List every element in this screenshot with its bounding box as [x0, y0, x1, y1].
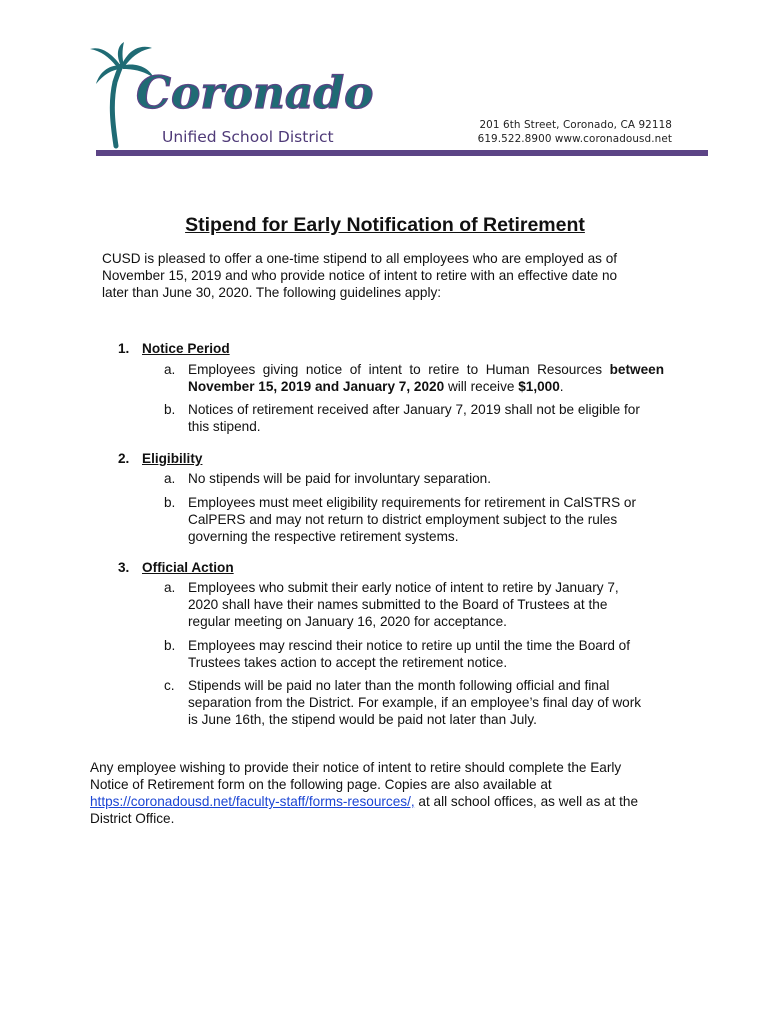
section-number: 3.	[118, 560, 130, 575]
item-bold-text: between	[609, 362, 664, 377]
address-street: 201 6th Street, Coronado, CA 92118	[479, 119, 672, 131]
section-number: 2.	[118, 451, 130, 466]
closing-paragraph	[90, 759, 650, 827]
section-eligibility	[118, 450, 202, 467]
header-divider	[96, 150, 708, 156]
item-text: regular meeting on January 16, 2020 for acceptance.	[188, 614, 507, 629]
item-text: will receive	[444, 379, 519, 394]
logo-subtitle: Unified School District	[162, 128, 334, 146]
closing-text: at all school offices, as well as at the	[414, 794, 639, 809]
item-text: 2020 shall have their names submitted to the Board of Trustees at the	[188, 597, 608, 612]
item-bold-text: November 15, 2019 and January 7, 2020	[188, 379, 445, 394]
address-contact: 619.522.8900 www.coronadousd.net	[477, 133, 672, 145]
section-number: 1.	[118, 341, 130, 356]
closing-line: Any employee wishing to provide their notice of intent to retire should complete the Early	[90, 760, 622, 775]
closing-line: Notice of Retirement form on the following page. Copies are also available at	[90, 777, 552, 792]
item-text: Employees may rescind their notice to retire up until the time the Board of	[188, 638, 631, 653]
letterhead	[0, 0, 770, 160]
item-letter: b.	[164, 638, 176, 653]
closing-line: District Office.	[90, 811, 175, 826]
logo-wordmark: Coronado	[136, 68, 374, 119]
item-text: Stipends will be paid no later than the month following official and final	[188, 678, 610, 693]
section-heading: Official Action	[142, 560, 234, 575]
intro-line: CUSD is pleased to offer a one-time stipend to all employees who are employed as of	[102, 251, 618, 266]
item-text: Trustees takes action to accept the retirement notice.	[188, 655, 508, 670]
item-text: Notices of retirement received after January 7, 2019 shall not be eligible for	[188, 402, 640, 417]
intro-line: November 15, 2019 and who provide notice of intent to retire with an effective date no	[102, 268, 618, 283]
section-official-action	[118, 559, 234, 576]
intro-paragraph	[102, 250, 662, 301]
section-notice-period	[118, 340, 230, 357]
item-letter: a.	[164, 362, 176, 377]
item-letter: b.	[164, 402, 176, 417]
item-text: is June 16th, the stipend would be paid not later than July.	[188, 712, 537, 727]
district-logo	[86, 40, 374, 152]
item-letter: b.	[164, 495, 176, 510]
section-heading: Notice Period	[142, 341, 230, 356]
item-text: separation from the District. For example, if an employee’s final day of work	[188, 695, 642, 710]
page-title: Stipend for Early Notification of Retirement	[185, 214, 585, 236]
item-text: Employees giving notice of intent to retire to Human Resources	[188, 362, 610, 377]
item-letter: a.	[164, 580, 176, 595]
district-address	[478, 118, 672, 146]
forms-resources-link[interactable]: https://coronadousd.net/faculty-staff/forms-resources/,	[90, 794, 415, 809]
item-text: Employees must meet eligibility requirements for retirement in CalSTRS or	[188, 495, 636, 510]
item-letter: c.	[164, 678, 175, 693]
item-text: CalPERS and may not return to district employment subject to the rules	[188, 512, 618, 527]
item-text: .	[559, 379, 564, 394]
item-text: Employees who submit their early notice of intent to retire by January 7,	[188, 580, 619, 595]
stipend-amount: $1,000	[518, 379, 560, 394]
item-text: No stipends will be paid for involuntary separation.	[188, 471, 492, 486]
item-text: governing the respective retirement systems.	[188, 529, 459, 544]
section-heading: Eligibility	[142, 451, 203, 466]
item-text: this stipend.	[188, 419, 261, 434]
item-letter: a.	[164, 471, 176, 486]
intro-line: later than June 30, 2020. The following guidelines apply:	[102, 285, 442, 300]
